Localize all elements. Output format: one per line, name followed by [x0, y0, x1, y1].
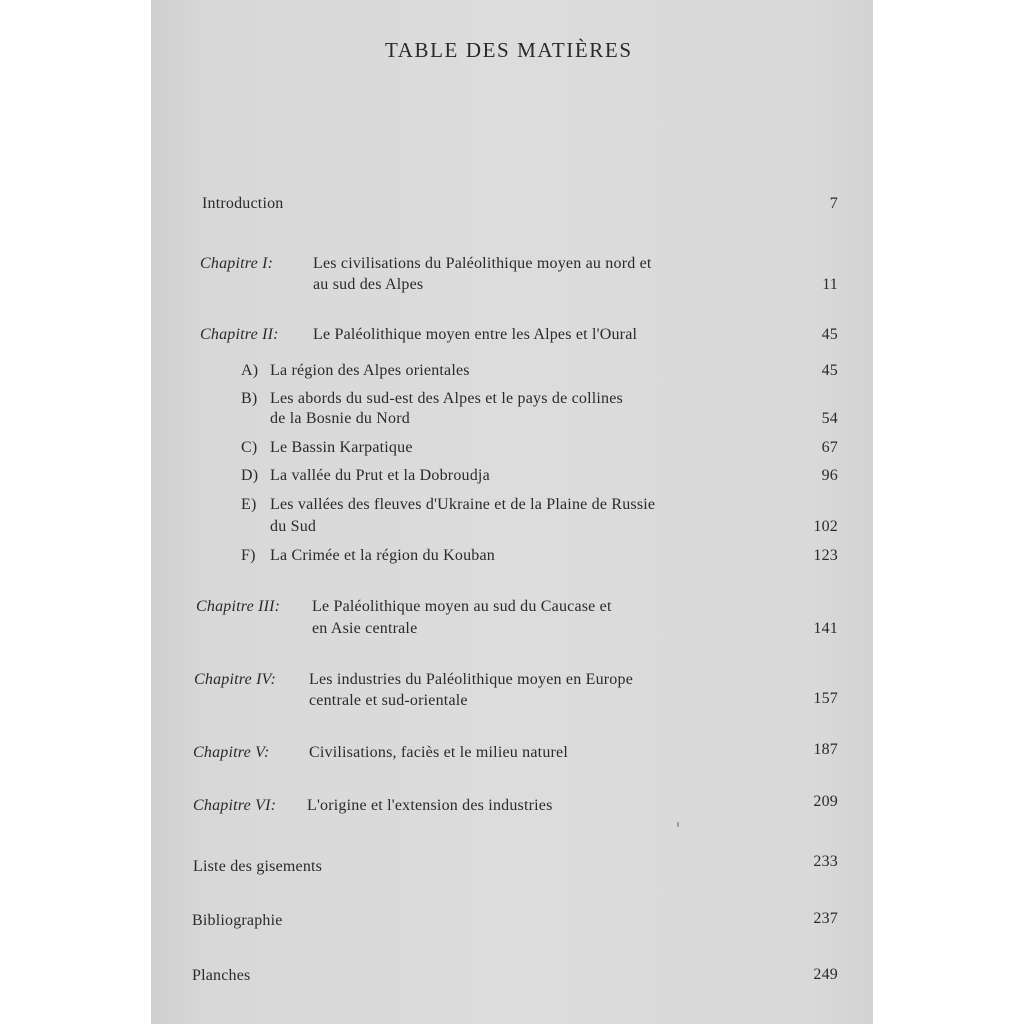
- toc-page-section-e: 102: [813, 518, 838, 535]
- toc-chapter-label-5: Chapitre V:: [193, 744, 270, 761]
- toc-page-section-d: 96: [821, 467, 838, 484]
- toc-section-title-d: La vallée du Prut et la Dobroudja: [270, 467, 490, 484]
- toc-chapter-label-6: Chapitre VI:: [193, 797, 277, 814]
- toc-entry-bibliographie: Bibliographie: [192, 912, 283, 929]
- toc-section-title-e-line-2: du Sud: [270, 518, 317, 535]
- toc-section-label-e: E): [241, 496, 257, 513]
- toc-chapter-title-6: L'origine et l'extension des industries: [307, 797, 553, 814]
- toc-page-liste-des-gisements: 233: [813, 853, 838, 870]
- toc-page-chapter-2: 45: [821, 326, 838, 343]
- toc-section-title-f: La Crimée et la région du Kouban: [270, 547, 495, 564]
- toc-section-title-b-line-2: de la Bosnie du Nord: [270, 410, 410, 427]
- toc-page-chapter-6: 209: [813, 793, 838, 810]
- toc-section-label-f: F): [241, 547, 256, 564]
- toc-chapter-title-4-line-2: centrale et sud-orientale: [309, 692, 468, 709]
- toc-chapter-title-3-line-1: Le Paléolithique moyen au sud du Caucase et: [312, 598, 612, 615]
- toc-section-title-b-line-1: Les abords du sud-est des Alpes et le pays de collines: [270, 390, 623, 407]
- toc-entry-planches: Planches: [192, 967, 251, 984]
- toc-chapter-title-1-line-2: au sud des Alpes: [313, 276, 424, 293]
- toc-page-chapter-4: 157: [813, 690, 838, 707]
- toc-page-section-a: 45: [821, 362, 838, 379]
- toc-section-title-a: La région des Alpes orientales: [270, 362, 470, 379]
- toc-chapter-title-3-line-2: en Asie centrale: [312, 620, 418, 637]
- paper-speck: [677, 822, 679, 827]
- toc-section-label-a: A): [241, 362, 259, 379]
- toc-chapter-title-5: Civilisations, faciès et le milieu naturel: [309, 744, 569, 761]
- toc-page-section-b: 54: [821, 410, 838, 427]
- toc-chapter-label-2: Chapitre II:: [200, 326, 279, 343]
- toc-entry-liste-des-gisements: Liste des gisements: [193, 858, 323, 875]
- toc-section-label-c: C): [241, 439, 258, 456]
- toc-page-section-c: 67: [821, 439, 838, 456]
- toc-page-bibliographie: 237: [813, 910, 838, 927]
- toc-page-section-f: 123: [813, 547, 838, 564]
- toc-chapter-title-4-line-1: Les industries du Paléolithique moyen en Europe: [309, 671, 634, 688]
- toc-chapter-title-2: Le Paléolithique moyen entre les Alpes et l'Oural: [313, 326, 638, 343]
- toc-chapter-title-1-line-1: Les civilisations du Paléolithique moyen au nord et: [313, 255, 652, 272]
- toc-entry-introduction: Introduction: [202, 195, 284, 212]
- page-title: TABLE DES MATIÈRES: [385, 38, 633, 62]
- toc-section-title-e-line-1: Les vallées des fleuves d'Ukraine et de la Plaine de Russie: [270, 496, 656, 513]
- toc-page-chapter-3: 141: [813, 620, 838, 637]
- toc-chapter-label-3: Chapitre III:: [196, 598, 281, 615]
- toc-chapter-label-1: Chapitre I:: [200, 255, 274, 272]
- toc-page-introduction: 7: [829, 195, 838, 212]
- toc-chapter-label-4: Chapitre IV:: [194, 671, 277, 688]
- toc-page-chapter-5: 187: [813, 741, 838, 758]
- toc-page-chapter-1: 11: [822, 276, 838, 293]
- toc-section-title-c: Le Bassin Karpatique: [270, 439, 413, 456]
- toc-page-planches: 249: [813, 966, 838, 983]
- book-page: [151, 0, 873, 1024]
- toc-section-label-b: B): [241, 390, 258, 407]
- toc-section-label-d: D): [241, 467, 259, 484]
